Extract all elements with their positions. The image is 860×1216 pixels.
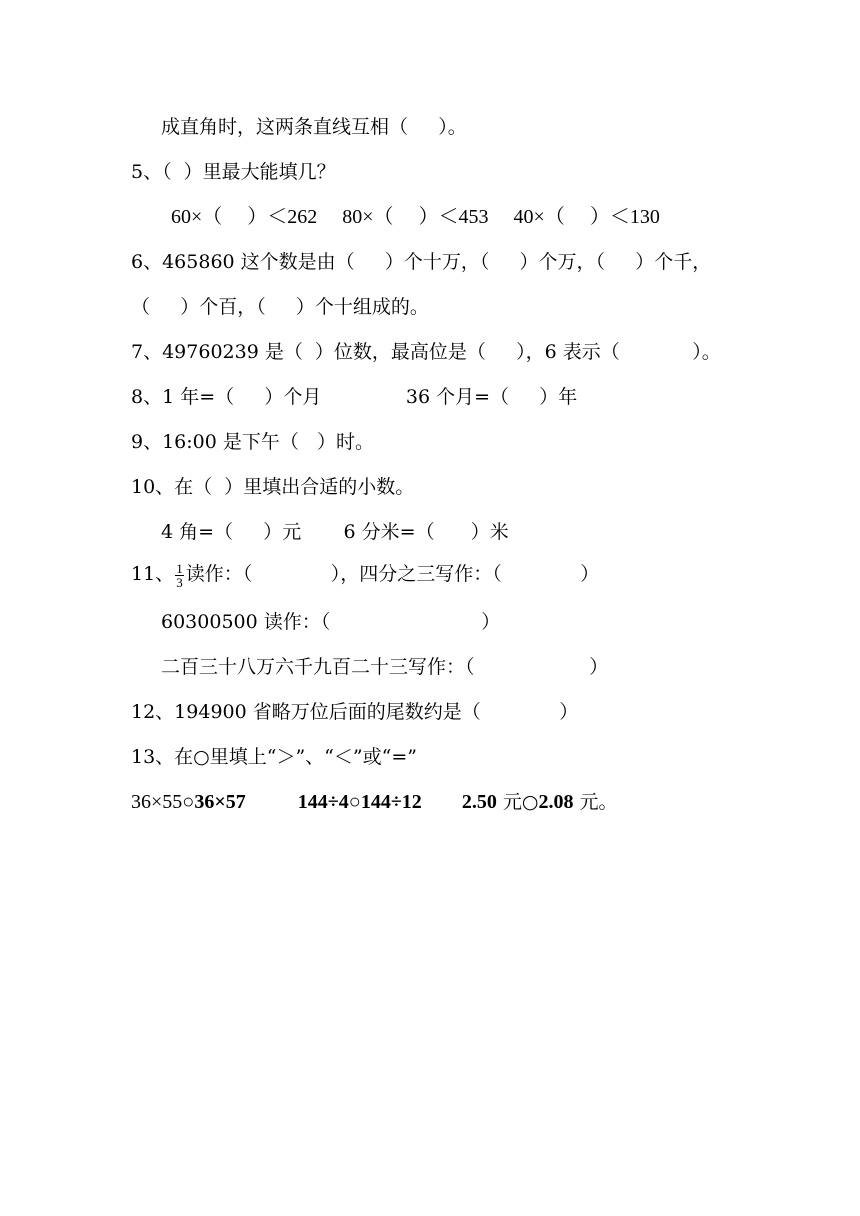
q10-prompt: 10、在（ ）里填出合适的小数。 bbox=[131, 476, 415, 498]
q7: 7、49760239 是（ ）位数，最高位是（ ），6 表示（ ）。 bbox=[131, 341, 721, 363]
q5-expressions: 60×（ ）＜262 80×（ ）＜453 40×（ ）＜130 bbox=[171, 206, 660, 228]
q11-line2: 60300500 读作：（ ） bbox=[161, 611, 501, 633]
comparison-2-left: 144÷4○ bbox=[297, 791, 361, 813]
fraction-one-third bbox=[175, 562, 184, 589]
fraction-numerator: 1 bbox=[176, 560, 183, 576]
comparison-3-unit-end: 元。 bbox=[573, 791, 618, 813]
q10-items: 4 角=（ ）元 6 分米=（ ）米 bbox=[161, 521, 509, 543]
q8: 8、1 年=（ ）个月 36 个月=（ ）年 bbox=[131, 386, 578, 408]
q11-line1 bbox=[131, 561, 599, 589]
comparison-3-right-value: 2.08 bbox=[538, 791, 574, 813]
q9: 9、16:00 是下午（ ）时。 bbox=[131, 431, 375, 453]
comparison-1-right: 36×57 bbox=[194, 791, 246, 813]
q11-line3: 二百三十八万六千九百二十三写作：（ ） bbox=[161, 656, 609, 678]
q6-line1: 6、465860 这个数是由（ ）个十万，（ ）个万，（ ）个千， bbox=[131, 251, 712, 273]
comparison-3-left-value: 2.50 bbox=[461, 791, 497, 813]
comparison-2-right: 144÷12 bbox=[360, 791, 422, 813]
q13-prompt: 13、在○里填上“＞”、“＜”或“=” bbox=[131, 746, 417, 768]
q13-comparisons bbox=[131, 789, 617, 815]
q6-line2: （ ）个百，（ ）个十组成的。 bbox=[131, 296, 429, 318]
fraction-denominator: 3 bbox=[176, 574, 183, 590]
q4-continuation: 成直角时，这两条直线互相（ ）。 bbox=[161, 116, 467, 138]
q11-text: 读作：（ ），四分之三写作：（ ） bbox=[185, 563, 600, 585]
q5-prompt: 5、（ ）里最大能填几？ bbox=[131, 161, 336, 183]
comparison-1-left: 36×55○ bbox=[131, 791, 195, 813]
q11-number: 11、 bbox=[131, 563, 175, 585]
q12: 12、194900 省略万位后面的尾数约是（ ） bbox=[131, 701, 579, 723]
comparison-3-unit-circle: 元○ bbox=[496, 791, 539, 813]
